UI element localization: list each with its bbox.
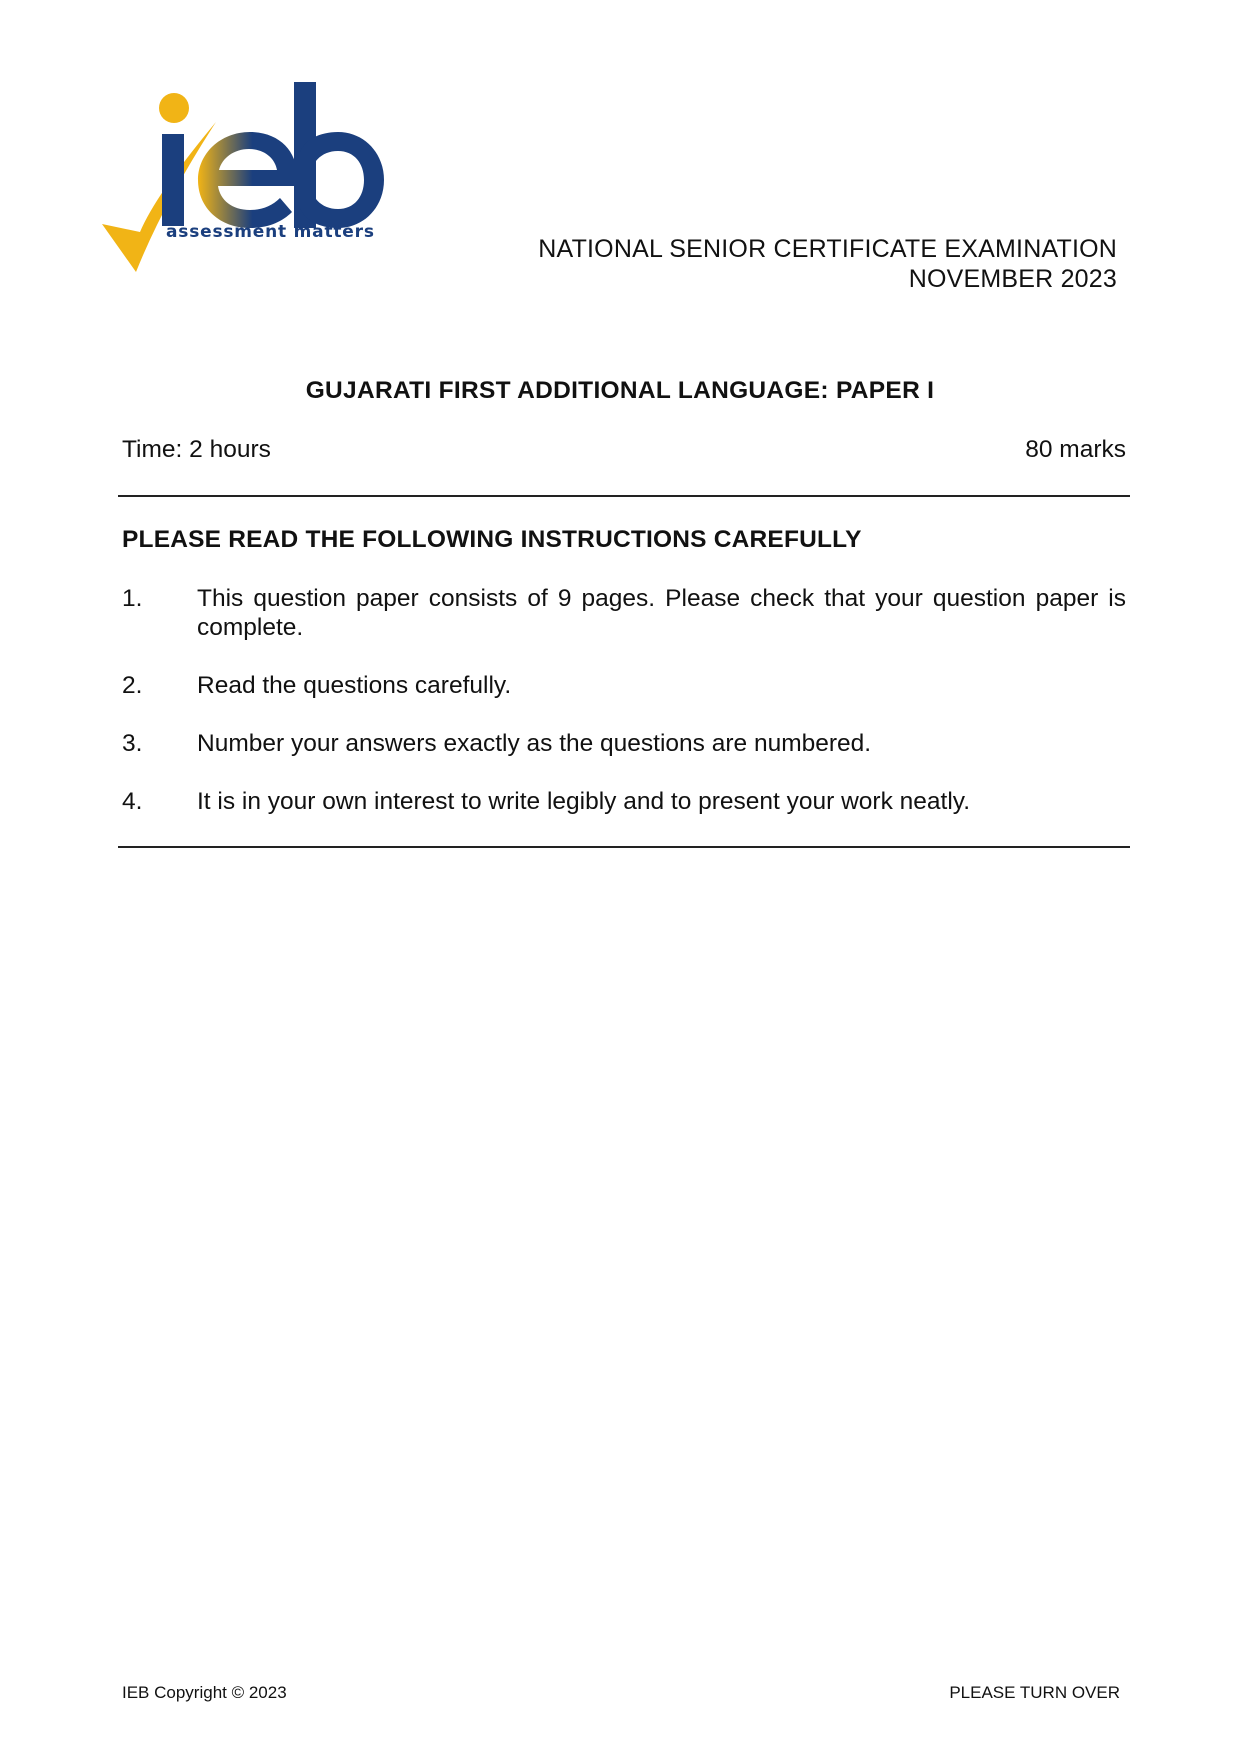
instruction-number: 1. xyxy=(122,585,143,612)
logo-tagline: assessment matters xyxy=(166,222,375,242)
instruction-text: This question paper consists of 9 pages. Please check that your question paper is complete. xyxy=(197,585,1126,641)
instructions-heading: PLEASE READ THE FOLLOWING INSTRUCTIONS CAREFULLY xyxy=(122,526,862,553)
instruction-number: 4. xyxy=(122,788,143,815)
instruction-number: 2. xyxy=(122,672,143,699)
instruction-item xyxy=(122,787,1126,816)
divider-top xyxy=(118,495,1130,497)
exam-date: NOVEMBER 2023 xyxy=(908,265,1117,293)
paper-meta-row xyxy=(122,436,1126,464)
total-marks: 80 marks xyxy=(1025,436,1126,463)
instruction-number: 3. xyxy=(122,730,143,757)
exam-name: NATIONAL SENIOR CERTIFICATE EXAMINATION xyxy=(538,235,1117,263)
footer-turn-over: PLEASE TURN OVER xyxy=(949,1683,1120,1702)
divider-bottom xyxy=(118,846,1130,848)
instruction-item xyxy=(122,584,1126,642)
paper-title: GUJARATI FIRST ADDITIONAL LANGUAGE: PAPER I xyxy=(305,377,935,404)
time-allowed: Time: 2 hours xyxy=(122,436,271,463)
instruction-text: Read the questions carefully. xyxy=(197,672,512,699)
instructions-list xyxy=(122,584,1126,845)
instruction-item xyxy=(122,671,1126,700)
footer-copyright: IEB Copyright © 2023 xyxy=(122,1683,287,1702)
instruction-text: Number your answers exactly as the questions are numbered. xyxy=(197,730,872,757)
exam-header xyxy=(538,234,1117,294)
instruction-text: It is in your own interest to write legibly and to present your work neatly. xyxy=(197,788,971,815)
ieb-logo-graphic xyxy=(98,82,428,302)
ieb-logo xyxy=(98,82,428,302)
instruction-item xyxy=(122,729,1126,758)
